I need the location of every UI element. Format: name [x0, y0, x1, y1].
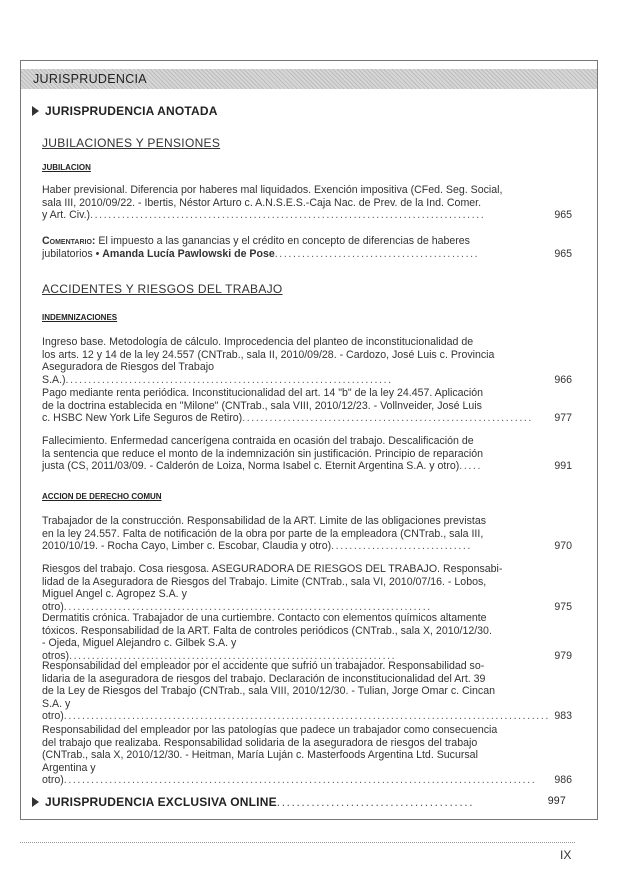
- index-entry-8[interactable]: [42, 660, 572, 723]
- comentario-entry[interactable]: [42, 235, 572, 260]
- section-jurisprudencia-online[interactable]: JURISPRUDENCIA EXCLUSIVA ONLINE........................................ 997: [32, 795, 546, 809]
- subcategory-indemnizaciones: INDEMNIZACIONES: [42, 313, 118, 322]
- subcategory-accion-derecho-comun: ACCION DE DERECHO COMUN: [42, 492, 162, 501]
- leader-dots: .............................................: [274, 247, 480, 260]
- comentario-text-2: jubilatorios •: [42, 247, 103, 260]
- entry-line: del trabajo que realizaba. Responsabilidad solidaria de la aseguradora de riesgos del trabajo: [42, 736, 478, 749]
- entry-line: Responsabilidad del empleador por las patologías que padece un trabajador como consecuencia: [42, 724, 498, 736]
- leader-dots: ........................................: [276, 795, 475, 809]
- page-ref: 970: [554, 540, 572, 553]
- entry-line: Responsabilidad del empleador por el accidente que sufrió un trabajador. Responsabilidad so-: [42, 660, 485, 672]
- entry-line: Miguel Angel c. Agropez S.A. y otro): [42, 588, 187, 613]
- page-number: IX: [560, 848, 572, 862]
- section-header-bar: [21, 69, 597, 89]
- entry-line: - Ojeda, Miguel Alejandro c. Gilbek S.A. y otros): [42, 637, 237, 662]
- entry-line: Dermatitis crónica. Trabajador de una curtiembre. Contacto con elementos químicos altamente: [42, 612, 487, 624]
- index-entry-9[interactable]: [42, 724, 572, 787]
- index-entry-4[interactable]: [42, 435, 572, 473]
- entry-line: tóxicos. Responsabilidad de la ART. Falta de controles periódicos (CNTrab., sala X, 2010/12/30.: [42, 624, 492, 637]
- page-ref: 986: [554, 774, 572, 787]
- index-entry-2[interactable]: [42, 336, 572, 386]
- entry-line: de la Ley de Riesgos del Trabajo (CNTrab., sala VIII, 2010/12/30. - Tulian, Jorge Omar c. Cincan: [42, 685, 496, 698]
- entry-line: Haber previsional. Diferencia por haberes mal liquidados. Exención impositiva (CFed. Seg. Social,: [42, 184, 503, 196]
- section-header-title: JURISPRUDENCIA: [33, 72, 147, 86]
- entry-line: 2010/10/19. - Rocha Cayo, Limber c. Escobar, Claudia y otro): [42, 540, 332, 553]
- entry-line: Ingreso base. Metodología de cálculo. Improcedencia del planteo de inconstitucionalidad de: [42, 336, 474, 348]
- page-ref: 983: [554, 710, 572, 723]
- entry-line: de la doctrina establecida en "Milone" (CNTrab., sala VIII, 2010/12/23. - Vollnveider, José Luis: [42, 399, 482, 412]
- subcategory-jubilacion: JUBILACION: [42, 163, 91, 172]
- entry-line: c. HSBC New York Life Seguros de Retiro): [42, 412, 243, 425]
- entry-line: Aseguradora de Riesgos del Trabajo S.A.): [42, 361, 214, 386]
- page-ref: 965: [554, 209, 572, 222]
- entry-line: sala III, 2010/09/22. - Ibertis, Néstor Arturo c. A.N.S.E.S.-Caja Nac. de Prev. de la Ind. Comer.: [42, 196, 482, 209]
- index-entry-7[interactable]: [42, 612, 572, 662]
- index-entry-3[interactable]: [42, 387, 572, 425]
- entry-line: (CNTrab., sala X, 2010/12/30. - Heitman, María Luján c. Masterfoods Argentina Ltd. Sucursal: [42, 749, 478, 762]
- leader-dots: ........................................................................: [65, 373, 393, 386]
- entry-line: la sentencia que reduce el monto de la indemnización sin justificación. Principio de reparación: [42, 447, 484, 460]
- leader-dots: .....: [459, 460, 483, 473]
- page-ref: 979: [554, 649, 572, 662]
- entry-line: y Art. Civ.): [42, 209, 91, 222]
- leader-dots: ........................................................................................................: [63, 774, 537, 787]
- comentario-author: Amanda Lucía Pawlowski de Pose: [102, 247, 275, 260]
- entry-line: Riesgos del trabajo. Cosa riesgosa. ASEGURADORA DE RIESGOS DEL TRABAJO. Responsabi-: [42, 563, 503, 575]
- entry-line: en la ley 24.557. Falta de notificación de la obra por parte de la empleadora (CNTrab., sala III,: [42, 527, 484, 540]
- leader-dots: ........................................................................: [69, 649, 397, 662]
- leader-dots: .................................................................................: [63, 600, 432, 613]
- page-ref: 966: [554, 373, 572, 386]
- entry-line: Argentina y otro): [42, 761, 96, 787]
- category-jubilaciones[interactable]: JUBILACIONES Y PENSIONES: [42, 136, 221, 150]
- index-entry-6[interactable]: [42, 563, 572, 613]
- page-ref: 975: [554, 600, 572, 613]
- entry-line: S.A. y otro): [42, 697, 71, 723]
- entry-line: los arts. 12 y 14 de la ley 24.557 (CNTrab., sala II, 2010/09/28. - Cardozo, José Luis c. Provincia: [42, 348, 495, 361]
- entry-line: Fallecimiento. Enfermedad cancerígena contraida en ocasión del trabajo. Descalificación de: [42, 435, 474, 447]
- page-ref: 965: [554, 247, 572, 260]
- section-jurisprudencia-anotada[interactable]: JURISPRUDENCIA ANOTADA: [32, 104, 218, 118]
- page-ref: 977: [554, 412, 572, 425]
- entry-line: Pago mediante renta periódica. Inconstitucionalidad del art. 14 "b" de la ley 24.457. Aplicación: [42, 387, 483, 399]
- triangle-bullet-icon: [32, 797, 39, 807]
- comentario-text: El impuesto a las ganancias y el crédito en concepto de diferencias de haberes: [95, 235, 470, 247]
- leader-dots: ...........................................................................................................: [63, 710, 550, 723]
- footer-rule: [20, 842, 575, 843]
- comentario-label: Comentario:: [42, 235, 96, 247]
- page-ref: 991: [554, 460, 572, 473]
- entry-line: lidad de la Aseguradora de Riesgos del Trabajo. Limite (CNTrab., sala VI, 2010/07/16. - Lobos,: [42, 575, 487, 588]
- entry-line: lidaria de la aseguradora de riesgos del trabajo. Declaración de inconstitucionalidad del Art. 39: [42, 672, 486, 685]
- leader-dots: ................................................................: [242, 412, 533, 425]
- triangle-bullet-icon: [32, 106, 39, 116]
- entry-line: justa (CS, 2011/03/09. - Calderón de Loiza, Norma Isabel c. Eternit Argentina S.A. y otro): [42, 460, 460, 473]
- entry-line: Trabajador de la construcción. Responsabilidad de la ART. Limite de las obligaciones previstas: [42, 515, 487, 527]
- leader-dots: ...............................: [331, 540, 472, 553]
- index-entry-5[interactable]: [42, 515, 572, 553]
- category-accidentes[interactable]: ACCIDENTES Y RIESGOS DEL TRABAJO: [42, 282, 283, 296]
- index-entry-1[interactable]: [42, 184, 572, 222]
- leader-dots: .......................................................................................: [90, 209, 486, 222]
- page-ref: 997: [547, 795, 566, 807]
